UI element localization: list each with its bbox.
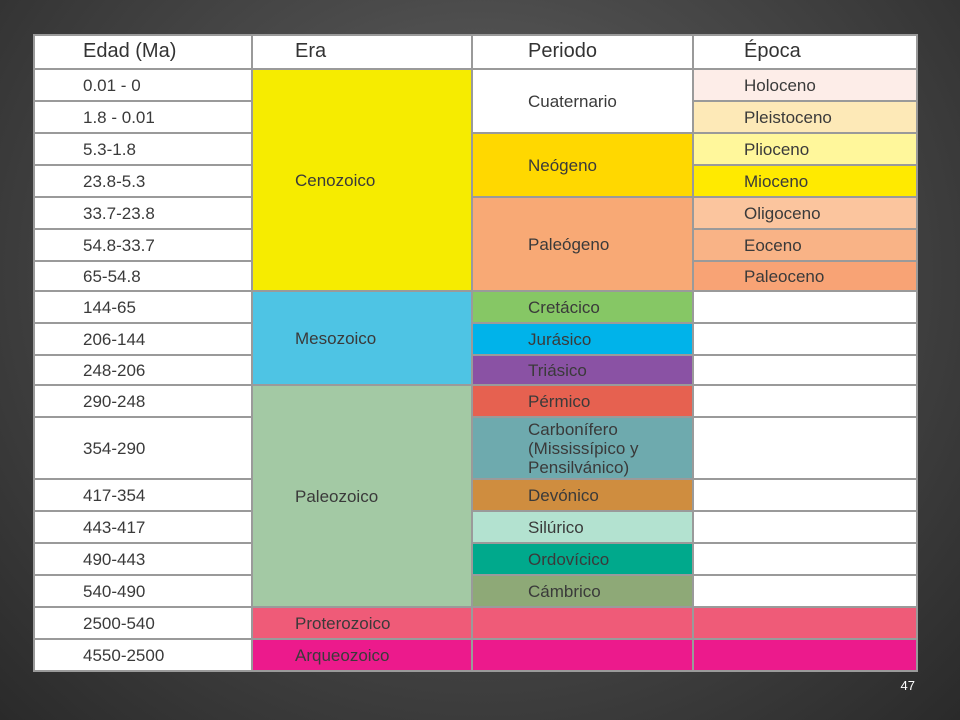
period-cell (473, 324, 694, 356)
period-cell (473, 70, 694, 134)
header-era-label: Era (295, 39, 327, 62)
age-cell-label: 65-54.8 (83, 266, 141, 286)
period-cell (473, 576, 694, 608)
header-period (473, 34, 694, 70)
header-age (33, 34, 253, 70)
age-cell-label: 248-206 (83, 360, 146, 380)
epoch-cell-label: Plioceno (744, 139, 810, 159)
age-cell-label: 1.8 - 0.01 (83, 107, 155, 127)
age-cell (33, 480, 253, 512)
age-cell (33, 70, 253, 102)
header-era (253, 34, 473, 70)
age-cell-label: 540-490 (83, 581, 146, 601)
geologic-time-table (33, 34, 918, 672)
period-cell-label: Paleógeno (528, 234, 610, 254)
age-cell (33, 640, 253, 672)
age-cell (33, 418, 253, 480)
period-cell-label: Silúrico (528, 517, 584, 537)
period-cell (473, 418, 694, 480)
age-cell-label: 54.8-33.7 (83, 235, 155, 255)
age-cell (33, 198, 253, 230)
epoch-cell-label: Holoceno (744, 75, 816, 95)
age-cell-label: 144-65 (83, 297, 136, 317)
header-age-label: Edad (Ma) (83, 39, 177, 62)
period-cell (473, 512, 694, 544)
epoch-cell-label: Oligoceno (744, 203, 821, 223)
period-cell (473, 356, 694, 386)
epoch-cell (694, 324, 918, 356)
age-cell-label: 4550-2500 (83, 645, 165, 665)
epoch-cell-label: Paleoceno (744, 266, 825, 286)
epoch-cell (694, 198, 918, 230)
epoch-cell (694, 262, 918, 292)
period-cell-label: Devónico (528, 485, 599, 505)
epoch-cell (694, 544, 918, 576)
era-cell-label: Paleozoico (295, 486, 379, 506)
age-cell (33, 356, 253, 386)
epoch-cell (694, 576, 918, 608)
period-cell-label: Cámbrico (528, 581, 601, 601)
period-cell (473, 544, 694, 576)
epoch-cell (694, 102, 918, 134)
age-cell (33, 102, 253, 134)
epoch-cell-label: Pleistoceno (744, 107, 832, 127)
epoch-cell (694, 480, 918, 512)
period-cell (473, 640, 694, 672)
age-cell-label: 354-290 (83, 438, 146, 458)
age-cell-label: 206-144 (83, 329, 146, 349)
period-cell (473, 292, 694, 324)
period-cell (473, 480, 694, 512)
age-cell (33, 262, 253, 292)
epoch-cell (694, 640, 918, 672)
header-epoch-label: Época (744, 39, 801, 62)
epoch-cell (694, 418, 918, 480)
epoch-cell (694, 512, 918, 544)
era-cell-label: Mesozoico (295, 328, 377, 348)
header-period-label: Periodo (528, 39, 597, 62)
period-cell (473, 198, 694, 292)
period-cell-label: Pérmico (528, 391, 591, 411)
epoch-cell-label: Eoceno (744, 235, 802, 255)
period-cell (473, 386, 694, 418)
epoch-cell (694, 166, 918, 198)
age-cell-label: 0.01 - 0 (83, 75, 141, 95)
era-cell-label: Cenozoico (295, 170, 376, 190)
epoch-cell (694, 608, 918, 640)
page-number: 47 (900, 678, 915, 693)
epoch-cell (694, 356, 918, 386)
era-cell-label: Arqueozoico (295, 645, 390, 665)
period-cell (473, 608, 694, 640)
period-cell-label: Neógeno (528, 155, 598, 175)
age-cell-label: 23.8-5.3 (83, 171, 146, 191)
epoch-cell (694, 230, 918, 262)
age-cell (33, 166, 253, 198)
header-epoch (694, 34, 918, 70)
age-cell-label: 5.3-1.8 (83, 139, 136, 159)
era-cell (253, 386, 473, 608)
age-cell (33, 576, 253, 608)
era-cell (253, 640, 473, 672)
period-cell-label: Jurásico (528, 329, 592, 349)
period-cell-label: Carbonífero (Mississípico y Pensilvánico) (528, 419, 639, 477)
epoch-cell (694, 134, 918, 166)
age-cell (33, 386, 253, 418)
age-cell-label: 490-443 (83, 549, 146, 569)
epoch-cell-label: Mioceno (744, 171, 809, 191)
epoch-cell (694, 70, 918, 102)
era-cell (253, 70, 473, 292)
age-cell-label: 443-417 (83, 517, 146, 537)
age-cell-label: 33.7-23.8 (83, 203, 155, 223)
age-cell (33, 512, 253, 544)
age-cell (33, 608, 253, 640)
period-cell-label: Triásico (528, 360, 587, 380)
period-cell-label: Cuaternario (528, 91, 617, 111)
period-cell (473, 134, 694, 198)
age-cell-label: 290-248 (83, 391, 146, 411)
era-cell (253, 608, 473, 640)
age-cell (33, 544, 253, 576)
epoch-cell (694, 292, 918, 324)
age-cell-label: 2500-540 (83, 613, 155, 633)
age-cell-label: 417-354 (83, 485, 146, 505)
epoch-cell (694, 386, 918, 418)
era-cell (253, 292, 473, 386)
age-cell (33, 292, 253, 324)
period-cell-label: Cretácico (528, 297, 600, 317)
age-cell (33, 324, 253, 356)
era-cell-label: Proterozoico (295, 613, 391, 633)
age-cell (33, 134, 253, 166)
age-cell (33, 230, 253, 262)
period-cell-label: Ordovícico (528, 549, 610, 569)
